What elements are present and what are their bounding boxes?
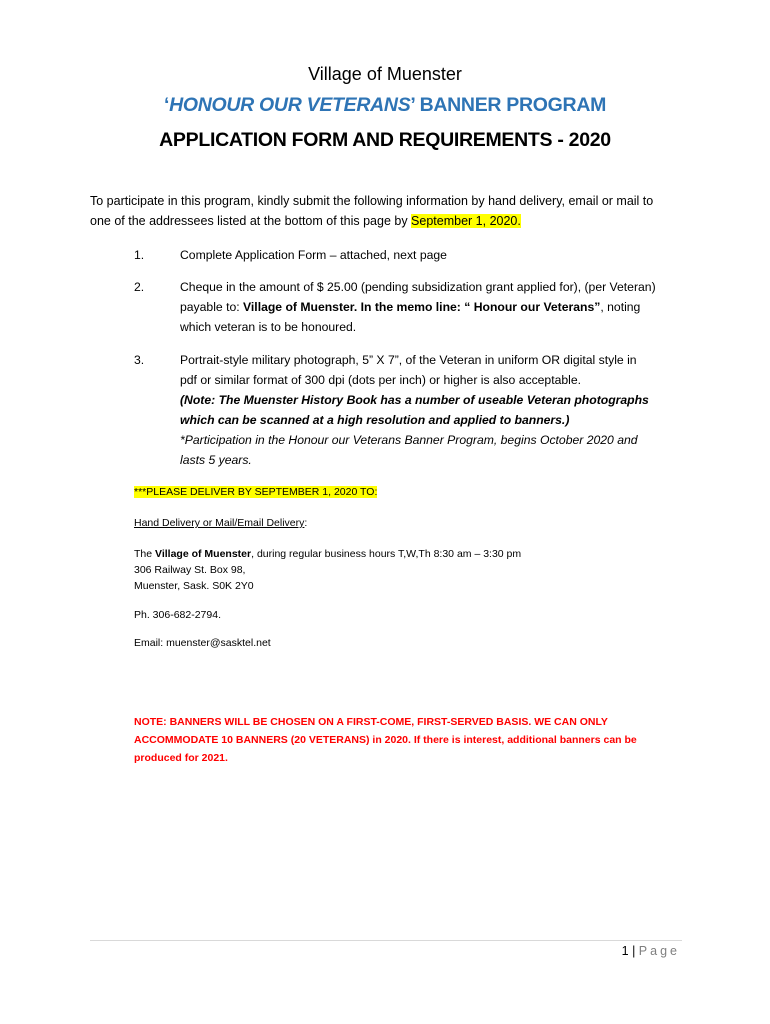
cheque-line-1: Cheque in the amount of $ 25.00 (pending subsidization grant applied for), (per Veteran): [180, 280, 656, 294]
item-number: 2.: [134, 280, 145, 294]
photo-line-2: pdf or similar format of 300 dpi (dots per inch) or higher is also acceptable.: [180, 373, 582, 387]
address-line-1: [134, 546, 521, 562]
notice-line-3: produced for 2021.: [134, 752, 228, 764]
address-line-2: 306 Railway St. Box 98,: [134, 564, 246, 576]
quote-close: ’: [410, 94, 415, 116]
page-number: 1: [621, 944, 629, 958]
phone-number: Ph. 306-682-2794.: [134, 609, 221, 621]
item-text: Complete Application Form – attached, next page: [180, 248, 447, 262]
program-title-italic: HONOUR OUR VETERANS: [169, 94, 411, 116]
delivery-heading: [134, 515, 307, 531]
intro-line-2-text: one of the addressees listed at the bottom of this page by: [90, 214, 412, 228]
intro-line-1: To participate in this program, kindly submit the following information by hand delivery, email or mail to: [90, 194, 654, 208]
delivery-heading-colon: :: [304, 517, 308, 529]
address-the: The: [134, 548, 156, 560]
history-book-note-2: which can be scanned at a high resolution and applied to banners.): [180, 413, 570, 427]
page-label: Page: [638, 944, 680, 958]
notice-line-1: NOTE: BANNERS WILL BE CHOSEN ON A FIRST-COME, FIRST-SERVED BASIS. WE CAN ONLY: [134, 716, 608, 728]
participation-line-2: lasts 5 years.: [180, 453, 252, 467]
village-title: Village of Muenster: [308, 64, 462, 84]
cheque-line-3: which veteran is to be honoured.: [180, 320, 357, 334]
item-number: 1.: [134, 248, 145, 262]
intro-paragraph: [90, 191, 690, 231]
quote-open: ‘: [163, 94, 170, 116]
photo-line-1: Portrait-style military photograph, 5” X 7”, of the Veteran in uniform OR digital style in: [180, 353, 637, 367]
item-text: [180, 277, 700, 337]
noting-text: , noting: [600, 300, 641, 314]
page-footer: [622, 944, 680, 958]
email-address: Email: muenster@sasktel.net: [134, 637, 271, 649]
deadline-highlight: September 1, 2020.: [411, 214, 521, 228]
cheque-line-2: [180, 297, 700, 317]
payee-memo: Village of Muenster. In the memo line: “ Honour our Veterans”: [243, 300, 601, 314]
deliver-by-notice: [134, 484, 377, 500]
item-number: 3.: [134, 353, 145, 367]
history-book-note-1: (Note: The Muenster History Book has a number of useable Veteran photographs: [180, 393, 649, 407]
delivery-heading-text: Hand Delivery or Mail/Email Delivery: [134, 517, 305, 529]
first-come-notice: [134, 713, 637, 767]
notice-line-2: ACCOMMODATE 10 BANNERS (20 VETERANS) in 2020. If there is interest, additional banners can be: [134, 734, 637, 746]
payable-to-label: payable to:: [180, 300, 244, 314]
program-title: [0, 94, 770, 117]
address-block: [134, 546, 521, 594]
form-title: APPLICATION FORM AND REQUIREMENTS - 2020: [159, 129, 611, 151]
intro-line-2: [90, 211, 690, 231]
address-line-3: Muenster, Sask. S0K 2Y0: [134, 580, 254, 592]
village-name: Village of Muenster: [155, 548, 252, 560]
item-text: [180, 350, 700, 470]
page-separator: |: [628, 944, 639, 958]
program-title-rest: BANNER PROGRAM: [414, 94, 607, 116]
participation-line-1: *Participation in the Honour our Veterans Banner Program, begins October 2020 and: [180, 433, 638, 447]
deliver-by-highlight: ***PLEASE DELIVER BY SEPTEMBER 1, 2020 TO:: [134, 486, 378, 498]
footer-divider: [90, 940, 682, 941]
business-hours: , during regular business hours T,W,Th 8:30 am – 3:30 pm: [251, 548, 522, 560]
